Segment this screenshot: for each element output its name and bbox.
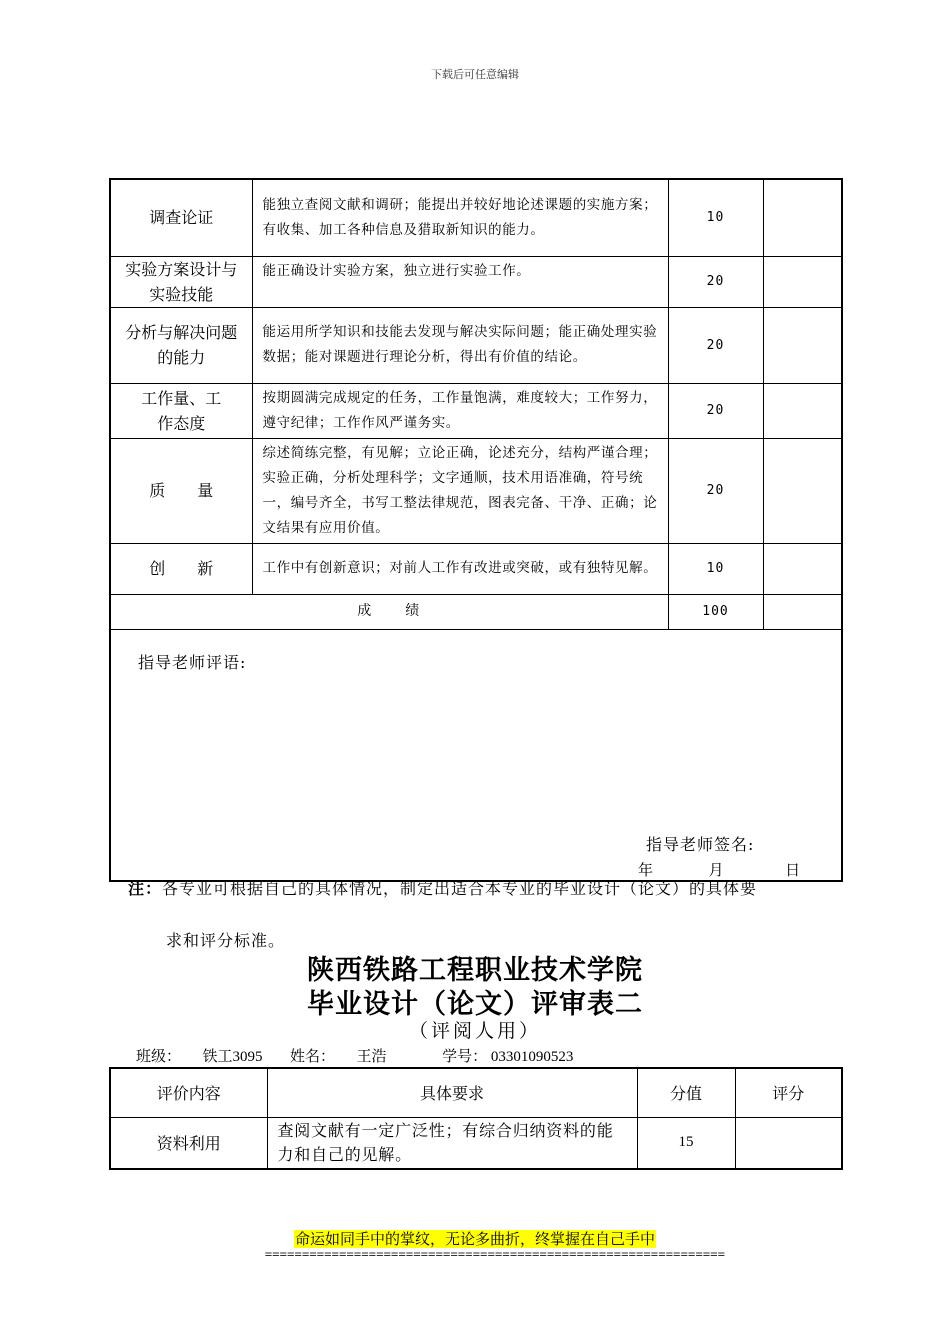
- advisor-comment-area[interactable]: [110, 629, 842, 881]
- evaluation-table-2: [109, 1067, 843, 1170]
- class-value: 铁工3095: [202, 1049, 263, 1065]
- class-label: 班级：: [136, 1049, 182, 1065]
- grade-cell: [763, 307, 842, 383]
- advisor-signature-label: 指导老师签名:: [646, 834, 755, 854]
- header-points: 分值: [637, 1068, 735, 1117]
- category-cell: 资料利用: [110, 1117, 267, 1169]
- requirement-cell: 能独立查阅文献和调研；能提出并较好地论述课题的实施方案；有收集、加工各种信息及猎取新知识的能力。: [252, 179, 668, 256]
- total-grade-cell: [763, 594, 842, 629]
- table-row: [110, 543, 842, 594]
- grade-cell: [763, 438, 842, 543]
- score-cell: 20: [668, 438, 763, 543]
- requirement-cell: 查阅文献有一定广泛性；有综合归纳资料的能力和自己的见解。: [267, 1117, 637, 1169]
- note-line-1: 各专业可根据自己的具体情况，制定出适合本专业的毕业设计（论文）的具体要: [162, 879, 758, 898]
- month-label: 月: [708, 860, 724, 879]
- category-cell: 创 新: [110, 543, 252, 594]
- grade-cell: [763, 179, 842, 256]
- header-note: 下载后可任意编辑: [431, 68, 519, 81]
- requirement-cell: 能运用所学知识和技能去发现与解决实际问题；能正确处理实验数据；能对课题进行理论分析，得出有价值的结论。: [252, 307, 668, 383]
- requirement-cell: 按期圆满完成规定的任务，工作量饱满，难度较大；工作努力，遵守纪律；工作作风严谨务实。: [252, 383, 668, 438]
- category-cell: 工作量、工作态度: [110, 383, 252, 438]
- header-grade: 评分: [735, 1068, 842, 1117]
- requirement-cell: 能正确设计实验方案，独立进行实验工作。: [252, 256, 668, 307]
- comment-row: [110, 629, 842, 881]
- category-cell: 实验方案设计与实验技能: [110, 256, 252, 307]
- category-cell: 调查论证: [110, 179, 252, 256]
- grade-cell: [763, 256, 842, 307]
- table-row: [110, 383, 842, 438]
- grade-cell: [763, 543, 842, 594]
- category-cell: 分析与解决问题的能力: [110, 307, 252, 383]
- table-row: [110, 307, 842, 383]
- motto: [0, 1228, 950, 1249]
- id-label: 学号：: [442, 1049, 488, 1065]
- table-row: [110, 179, 842, 256]
- score-cell: 10: [668, 543, 763, 594]
- evaluation-table-1: [109, 178, 843, 882]
- table-row: [110, 256, 842, 307]
- separator-line: ==============================================================: [264, 1247, 726, 1261]
- score-cell: 20: [668, 383, 763, 438]
- table-row: [110, 438, 842, 543]
- total-row: [110, 594, 842, 629]
- motto-text: 命运如同手中的掌纹，无论多曲折，终掌握在自己手中: [294, 1230, 655, 1248]
- form-subtitle: （评阅人用）: [408, 1020, 541, 1042]
- note-line-2: 求和评分标准。: [166, 931, 286, 950]
- score-cell: 20: [668, 307, 763, 383]
- name-value: 王浩: [356, 1049, 387, 1065]
- id-value: 03301090523: [490, 1049, 574, 1065]
- header-requirements: 具体要求: [267, 1068, 637, 1117]
- category-cell: 质 量: [110, 438, 252, 543]
- note: [128, 877, 840, 901]
- table-header-row: [110, 1068, 842, 1117]
- form-title: 毕业设计（论文）评审表二: [307, 989, 643, 1020]
- total-label: 成 绩: [110, 594, 668, 629]
- score-cell: 20: [668, 256, 763, 307]
- table-row: [110, 1117, 842, 1169]
- requirement-cell: 工作中有创新意识；对前人工作有改进或突破，或有独特见解。: [252, 543, 668, 594]
- score-cell: 10: [668, 179, 763, 256]
- institution-title: 陕西铁路工程职业技术学院: [307, 955, 643, 986]
- year-label: 年: [638, 860, 654, 879]
- grade-cell: [735, 1117, 842, 1169]
- day-label: 日: [785, 860, 801, 879]
- note-prefix: 注：: [128, 879, 163, 898]
- grade-cell: [763, 383, 842, 438]
- name-label: 姓名：: [290, 1049, 336, 1065]
- score-cell: 15: [637, 1117, 735, 1169]
- header-eval-content: 评价内容: [110, 1068, 267, 1117]
- student-info: [136, 1045, 573, 1066]
- advisor-comment-label: 指导老师评语:: [138, 652, 247, 672]
- total-score: 100: [668, 594, 763, 629]
- requirement-cell: 综述简练完整，有见解；立论正确，论述充分，结构严谨合理；实验正确，分析处理科学；文字通顺，技术用语准确，符号统一，编号齐全，书写工整法律规范，图表完备、干净、正确；论文结果有应用价值。: [252, 438, 668, 543]
